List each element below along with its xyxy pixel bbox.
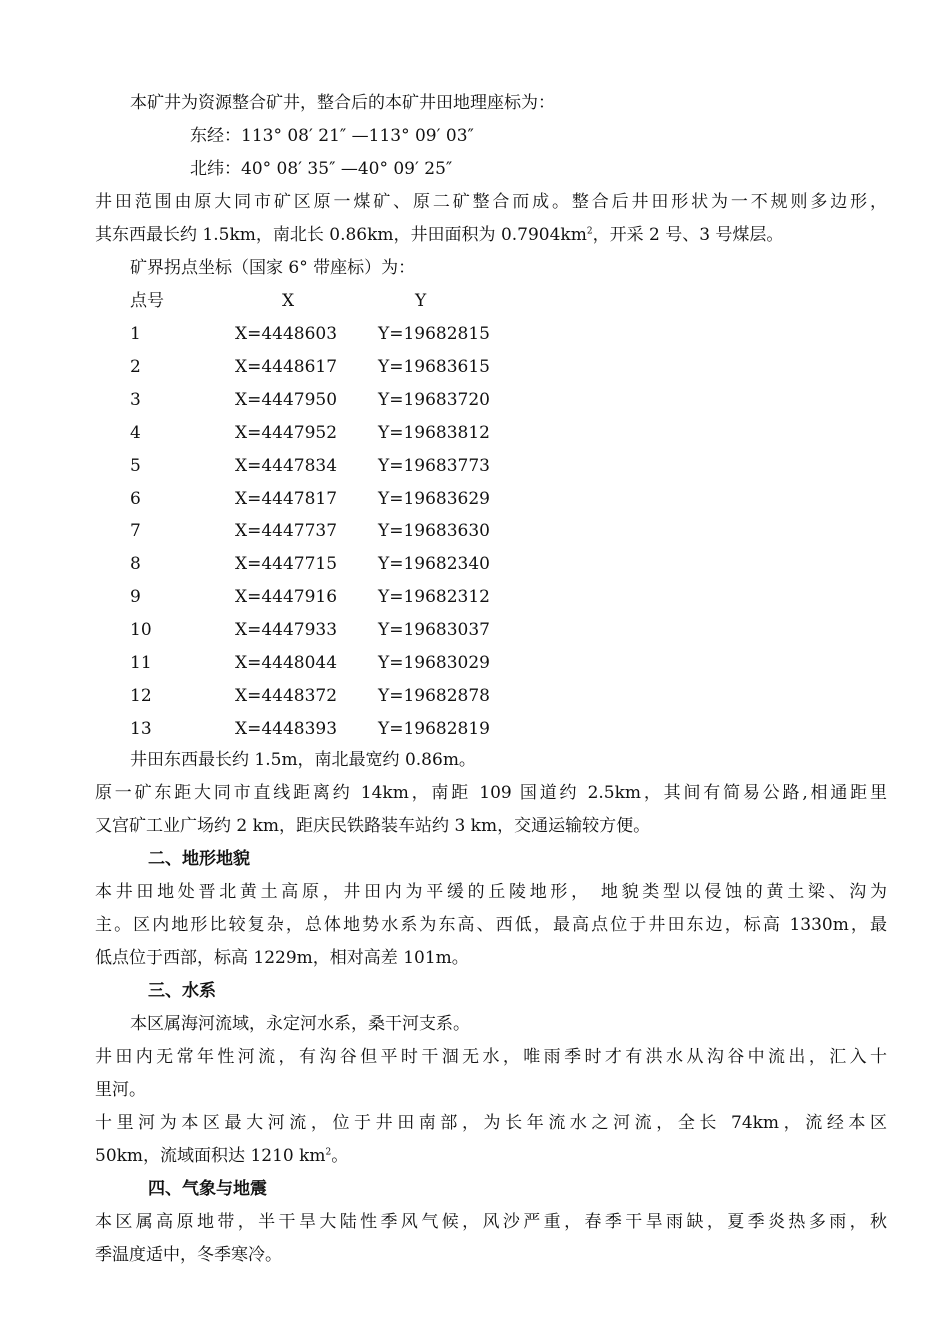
y-coordinate: Y=19683720: [378, 390, 490, 410]
header-y: Y: [415, 291, 427, 311]
header-x: X: [282, 291, 295, 311]
point-number: 8: [130, 554, 141, 574]
x-coordinate: X=4448372: [235, 686, 338, 706]
point-number: 9: [130, 587, 141, 607]
x-coordinate: X=4447933: [235, 620, 338, 640]
point-number: 5: [130, 456, 141, 476]
x-coordinate: X=4447950: [235, 390, 338, 410]
scope-line-2-text: 其东西最长约 1.5km，南北长 0.86km，井田面积为 0.7904km: [95, 225, 587, 245]
longitude-line: 东经：113° 08′ 21″ —113° 09′ 03″: [190, 126, 474, 146]
point-number: 12: [130, 686, 152, 706]
water-heading: 三、水系: [148, 981, 216, 1001]
y-coordinate: Y=19683029: [378, 653, 490, 673]
y-coordinate: Y=19682819: [378, 719, 490, 739]
y-coordinate: Y=19683037: [378, 620, 490, 640]
x-coordinate: X=4448393: [235, 719, 338, 739]
coord-caption: 矿界拐点坐标（国家 6° 带座标）为：: [130, 258, 416, 278]
y-coordinate: Y=19682878: [378, 686, 490, 706]
point-number: 10: [130, 620, 152, 640]
water-para-2-line-2: 里河。: [95, 1080, 146, 1100]
y-coordinate: Y=19682340: [378, 554, 490, 574]
point-number: 1: [130, 324, 141, 344]
y-coordinate: Y=19683630: [378, 521, 490, 541]
water-para-3-tail: 。: [331, 1146, 349, 1166]
y-coordinate: Y=19683629: [378, 489, 490, 509]
water-para-1: 本区属海河流域，永定河水系，桑干河支系。: [130, 1014, 470, 1034]
scope-line-1: 井田范围由原大同市矿区原一煤矿、原二矿整合而成。整合后井田形状为一不规则多边形，: [95, 192, 887, 212]
y-coordinate: Y=19683812: [378, 423, 490, 443]
scope-line-2-tail: ，开采 2 号、3 号煤层。: [592, 225, 784, 245]
point-number: 13: [130, 719, 152, 739]
latitude-line: 北纬：40° 08′ 35″ —40° 09′ 25″: [190, 159, 453, 179]
y-coordinate: Y=19683773: [378, 456, 490, 476]
x-coordinate: X=4448044: [235, 653, 338, 673]
water-para-3-line-1: 十里河为本区最大河流，位于井田南部，为长年流水之河流，全长 74km，流经本区: [95, 1113, 887, 1133]
scope-line-2: [95, 223, 783, 247]
terrain-line-2: 主。区内地形比较复杂，总体地势水系为东高、西低，最高点位于井田东边，标高 1330m，最: [95, 915, 887, 935]
x-coordinate: X=4447715: [235, 554, 338, 574]
water-para-2-line-1: 井田内无常年性河流，有沟谷但平时干涸无水，唯雨季时才有洪水从沟谷中流出，汇入十: [95, 1047, 887, 1067]
climate-heading: 四、气象与地震: [148, 1179, 267, 1199]
intro-line: 本矿井为资源整合矿井，整合后的本矿井田地理座标为：: [130, 93, 555, 113]
point-number: 2: [130, 357, 141, 377]
point-number: 6: [130, 489, 141, 509]
terrain-line-3: 低点位于西部，标高 1229m，相对高差 101m。: [95, 948, 469, 968]
point-number: 3: [130, 390, 141, 410]
x-coordinate: X=4447952: [235, 423, 338, 443]
climate-line-2: 季温度适中，冬季寒冷。: [95, 1245, 282, 1265]
x-coordinate: X=4447834: [235, 456, 338, 476]
climate-line-1: 本区属高原地带，半干旱大陆性季风气候，风沙严重，春季干旱雨缺，夏季炎热多雨，秋: [95, 1212, 887, 1232]
x-coordinate: X=4448617: [235, 357, 338, 377]
water-para-3-line-2: [95, 1144, 348, 1168]
point-number: 4: [130, 423, 141, 443]
traffic-line-2: 又宫矿工业广场约 2 km，距庆民铁路装车站约 3 km，交通运输较方便。: [95, 816, 651, 836]
x-coordinate: X=4447737: [235, 521, 338, 541]
point-number: 7: [130, 521, 141, 541]
x-coordinate: X=4447817: [235, 489, 338, 509]
basin-superscript: 2: [325, 1147, 332, 1158]
traffic-line-1: 原一矿东距大同市直线距离约 14km，南距 109 国道约 2.5km，其间有简易公路,相通距里: [95, 783, 887, 803]
header-point: 点号: [130, 291, 164, 311]
y-coordinate: Y=19682312: [378, 587, 490, 607]
terrain-line-1: 本井田地处晋北黄土高原，井田内为平缓的丘陵地形， 地貌类型以侵蚀的黄土梁、沟为: [95, 882, 887, 902]
size-note: 井田东西最长约 1.5m，南北最宽约 0.86m。: [130, 750, 476, 770]
x-coordinate: X=4447916: [235, 587, 338, 607]
area-superscript: 2: [586, 226, 593, 237]
x-coordinate: X=4448603: [235, 324, 338, 344]
y-coordinate: Y=19682815: [378, 324, 490, 344]
y-coordinate: Y=19683615: [378, 357, 490, 377]
terrain-heading: 二、地形地貌: [148, 849, 250, 869]
water-para-3-text: 50km，流域面积达 1210 km: [95, 1146, 326, 1166]
point-number: 11: [130, 653, 152, 673]
